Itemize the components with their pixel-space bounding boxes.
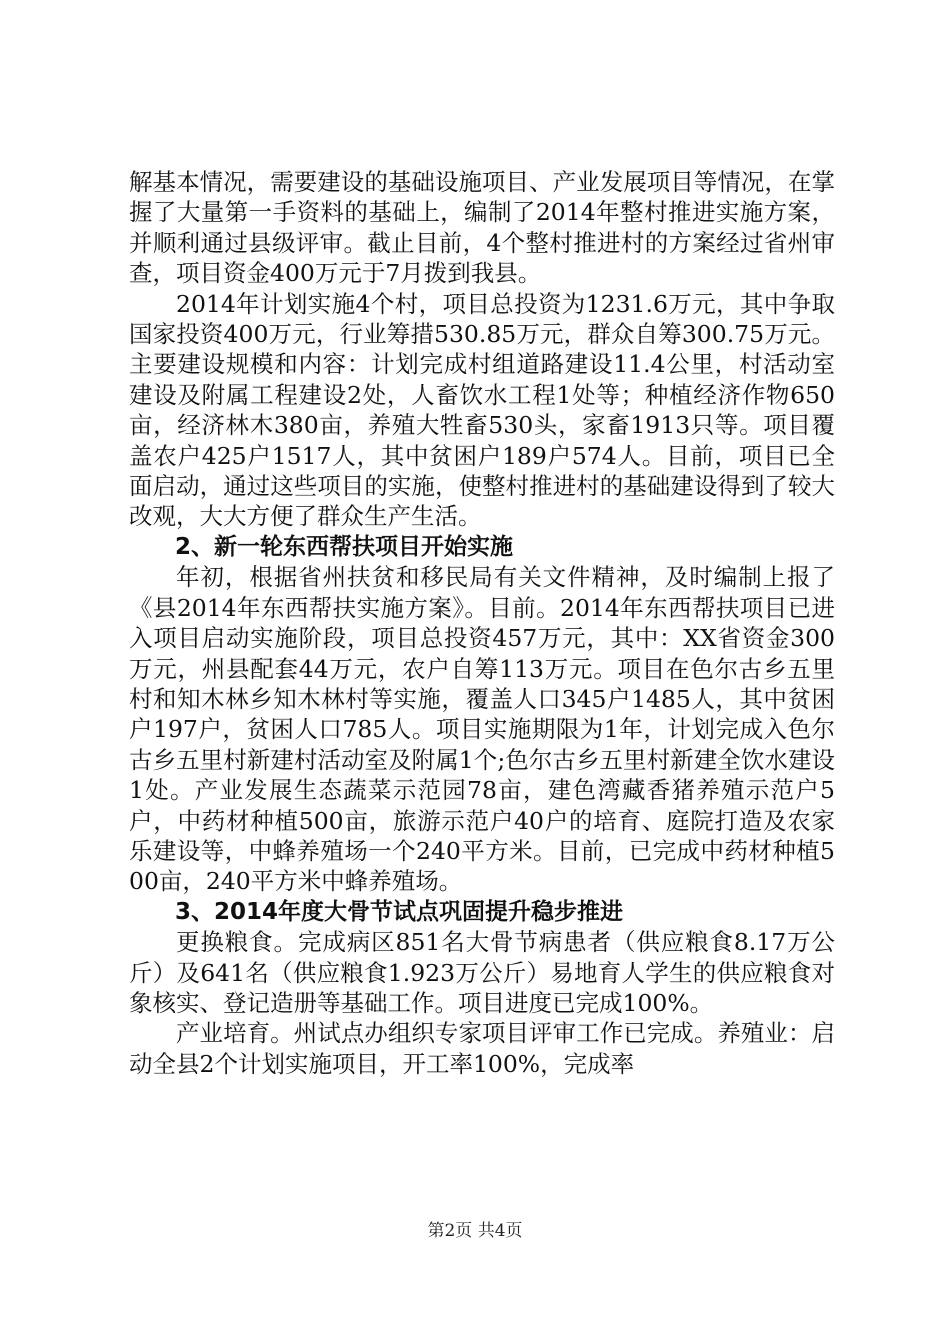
paragraph-1: 解基本情况，需要建设的基础设施项目、产业发展项目等情况，在掌握了大量第一手资料的基础上，编制了2014年整村推进实施方案，并顺利通过县级评审。截止目前，4个整村推进村的方案经过省州审查，项目资金400万元于7月拨到我县。 — [129, 168, 835, 288]
paragraph-3: 年初，根据省州扶贫和移民局有关文件精神，及时编制上报了《县2014年东西帮扶实施方案》。目前。2014年东西帮扶项目已进入项目启动实施阶段，项目总投资457万元，其中：XX省资金300万元，州县配套44万元，农户自筹113万元。项目在色尔古乡五里村和知木林乡知木林村等实施，覆盖人口345户1485人，其中贫困户197户，贫困人口785人。项目实施期限为1年，计划完成入色尔古乡五里村新建村活动室及附属1个;色尔古乡五里村新建全饮水建设1处。产业发展生态蔬菜示范园78亩，建色湾藏香猪养殖示范户5户，中药材种植500亩，旅游示范户40户的培育、庭院打造及农家乐建设等，中蜂养殖场一个240平方米。目前，已完成中药材种植500亩，240平方米中蜂养殖场。 — [129, 563, 835, 896]
section-heading-3: 3、2014年度大骨节试点巩固提升稳步推进 — [175, 898, 624, 925]
page-footer: 第2页 共4页 — [427, 1221, 523, 1241]
document-body — [129, 167, 835, 1079]
paragraph-5: 产业培育。州试点办组织专家项目评审工作已完成。养殖业：启动全县2个计划实施项目，开工率100%，完成率 — [129, 1019, 835, 1078]
section-heading-2: 2、新一轮东西帮扶项目开始实施 — [175, 533, 514, 560]
paragraph-2: 2014年计划实施4个村，项目总投资为1231.6万元，其中争取国家投资400万元，行业筹措530.85万元，群众自筹300.75万元。主要建设规模和内容：计划完成村组道路建设11.4公里，村活动室建设及附属工程建设2处，人畜饮水工程1处等；种植经济作物650亩，经济林木380亩，养殖大牲畜530头，家畜1913只等。项目覆盖农户425户1517人，其中贫困户189户574人。目前，项目已全面启动，通过这些项目的实施，使整村推进村的基础建设得到了较大改观，大大方便了群众生产生活。 — [129, 289, 835, 531]
paragraph-4: 更换粮食。完成病区851名大骨节病患者（供应粮食8.17万公斤）及641名（供应粮食1.923万公斤）易地育人学生的供应粮食对象核实、登记造册等基础工作。项目进度已完成100%。 — [129, 928, 835, 1017]
